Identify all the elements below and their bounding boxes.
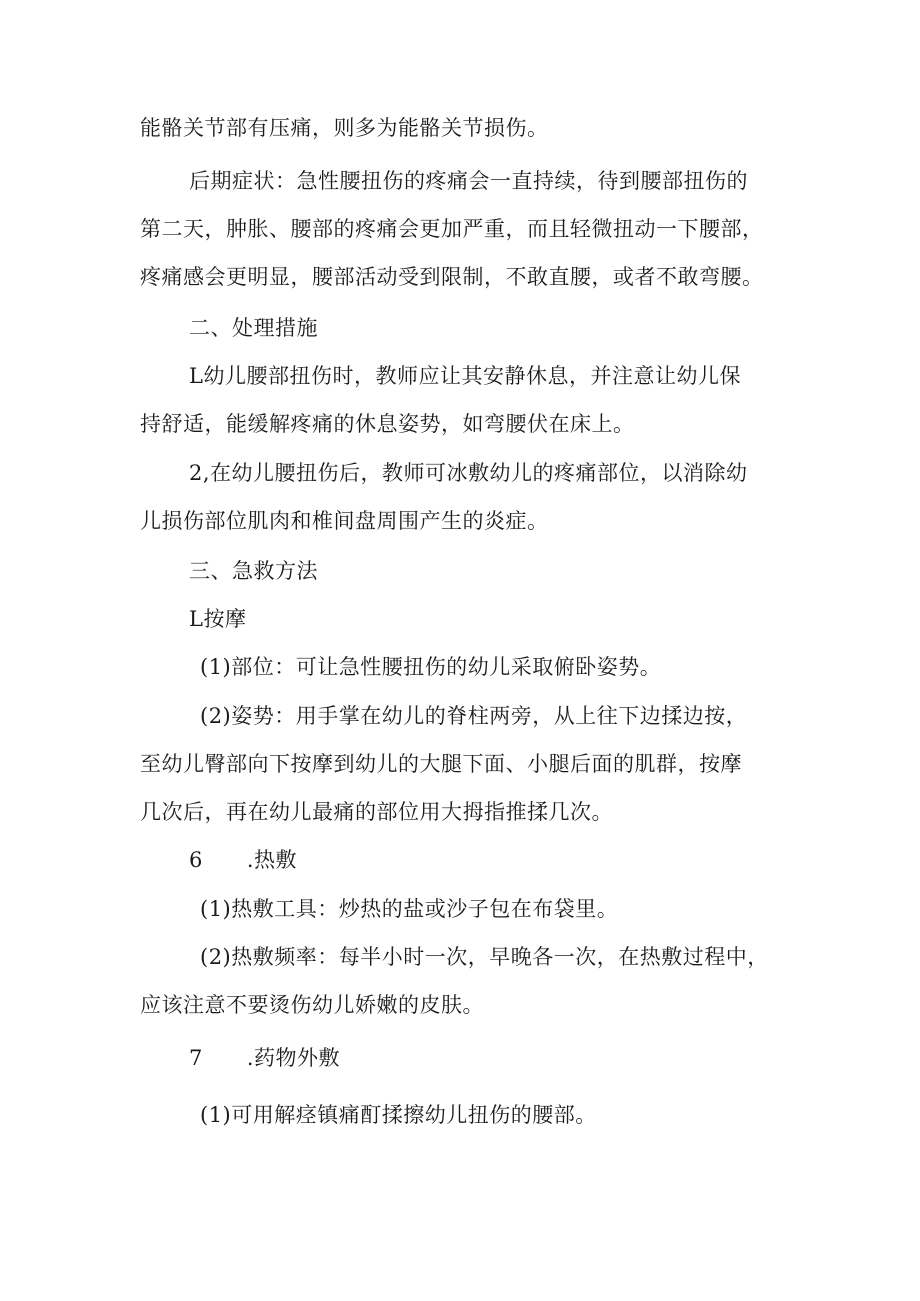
list-number: 6: [189, 848, 203, 872]
paragraph-line: 儿损伤部位肌肉和椎间盘周围产生的炎症。: [140, 509, 549, 533]
list-number: 7: [189, 1046, 203, 1070]
paragraph-line: 能骼关节部有压痛，则多为能骼关节损伤。: [140, 116, 549, 140]
section-heading: 二、处理措施: [189, 316, 318, 340]
list-title: .热敷: [246, 848, 298, 872]
subsection-heading: [189, 1043, 340, 1073]
list-title: .药物外敷: [246, 1046, 341, 1070]
paragraph-line: (2)热敷频率：每半小时一次，早晚各一次，在热敷过程中，: [200, 945, 769, 969]
subsection-heading: [189, 845, 297, 875]
paragraph-line: (2)姿势：用手掌在幼儿的脊柱两旁，从上往下边揉边按，: [200, 704, 748, 728]
paragraph-line: 后期症状：急性腰扭伤的疼痛会一直持续，待到腰部扭伤的: [189, 169, 748, 193]
paragraph-line: 2,在幼儿腰扭伤后，教师可冰敷幼儿的疼痛部位，以消除幼: [189, 461, 748, 485]
paragraph-line: 应该注意不要烫伤幼儿娇嫩的皮肤。: [140, 993, 484, 1017]
paragraph-line: 几次后，再在幼儿最痛的部位用大拇指推揉几次。: [140, 800, 613, 824]
paragraph-line: (1)热敷工具：炒热的盐或沙子包在布袋里。: [200, 897, 619, 921]
paragraph-line: (1)部位：可让急性腰扭伤的幼儿采取俯卧姿势。: [200, 655, 662, 679]
paragraph-line: (1)可用解痉镇痛酊揉擦幼儿扭伤的腰部。: [200, 1103, 597, 1127]
paragraph-line: L幼儿腰部扭伤时，教师应让其安静休息，并注意让幼儿保: [189, 364, 741, 388]
paragraph-line: 疼痛感会更明显，腰部活动受到限制，不敢直腰，或者不敢弯腰。: [140, 265, 764, 289]
paragraph-line: 第二天，肿胀、腰部的疼痛会更加严重，而且轻微扭动一下腰部，: [140, 217, 764, 241]
paragraph-line: 持舒适，能缓解疼痛的休息姿势，如弯腰伏在床上。: [140, 412, 635, 436]
paragraph-line: 至幼儿臀部向下按摩到幼儿的大腿下面、小腿后面的肌群，按摩: [140, 752, 742, 776]
subsection-heading: L按摩: [189, 607, 247, 631]
section-heading: 三、急救方法: [189, 559, 318, 583]
